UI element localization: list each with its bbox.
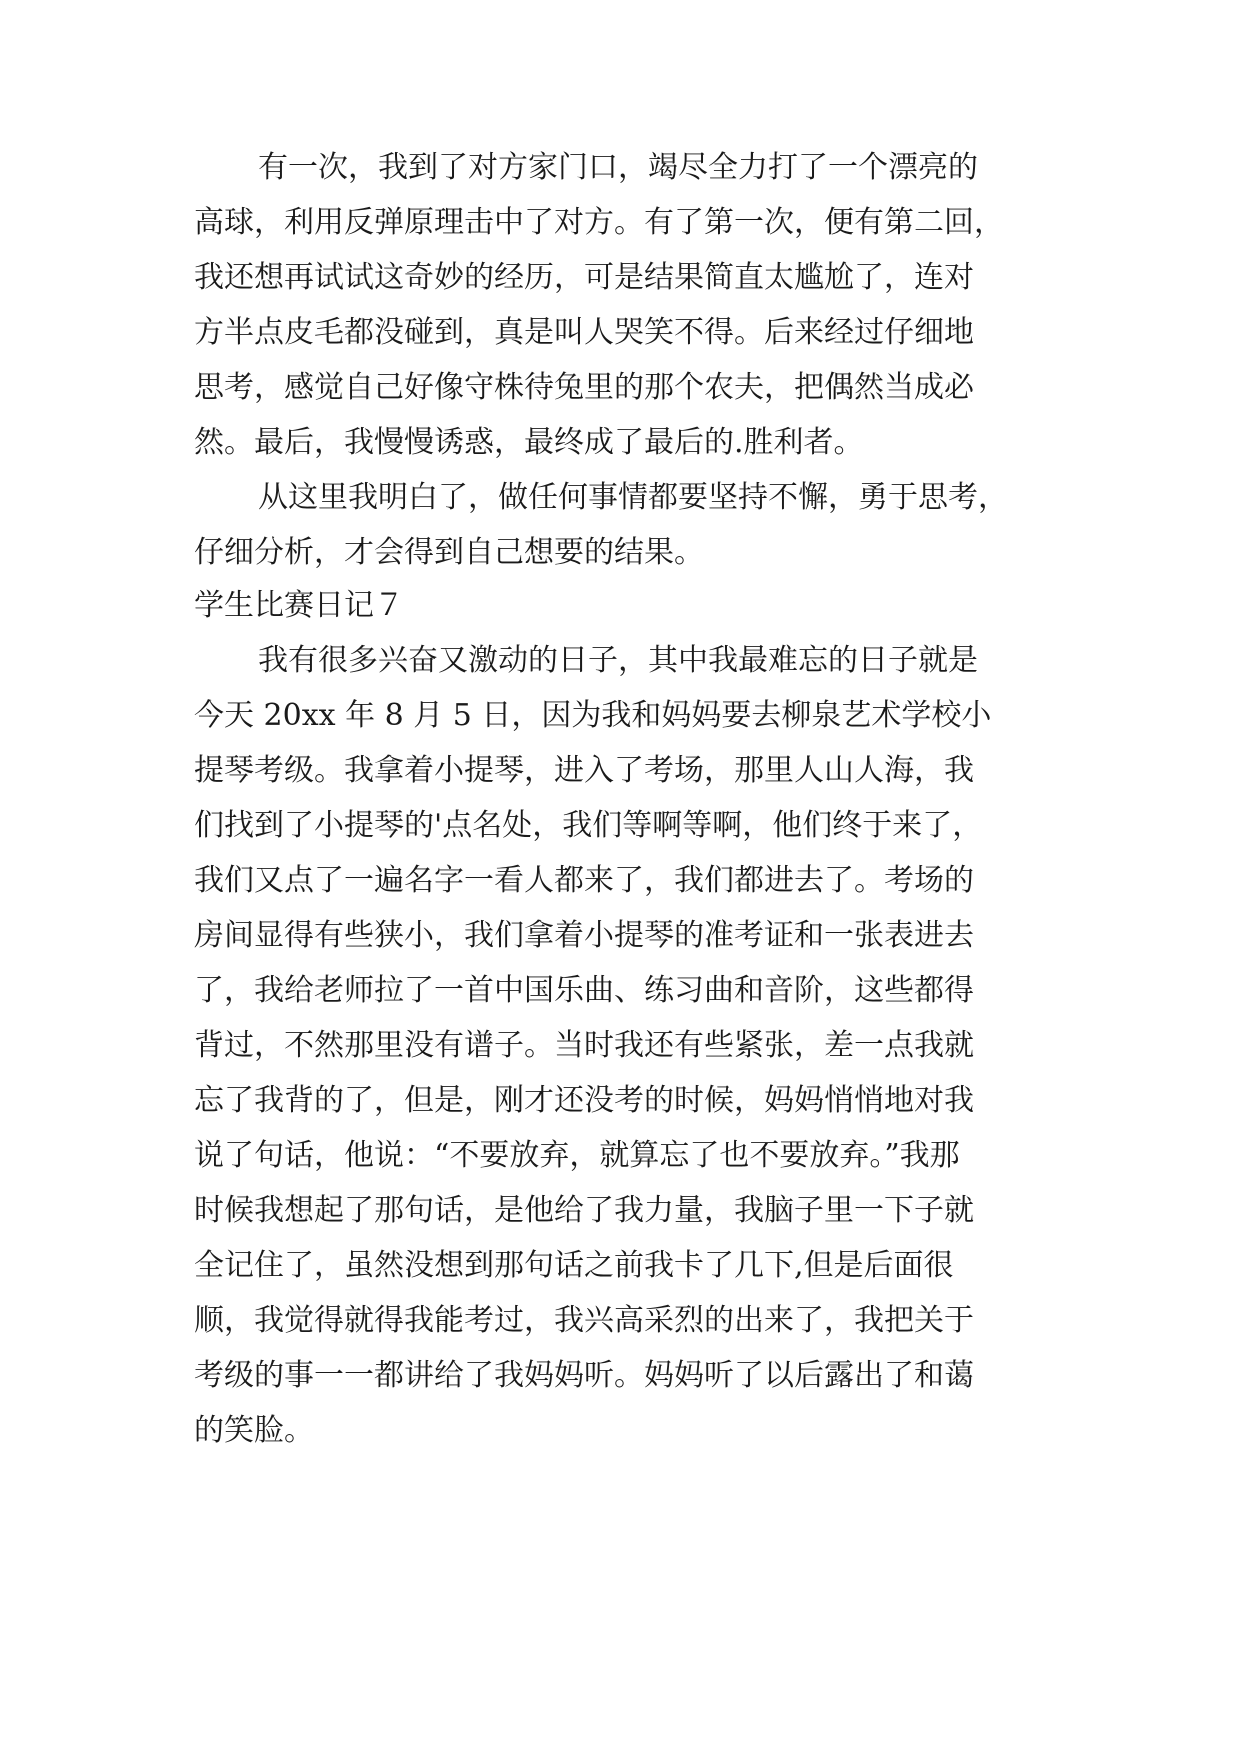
paragraph-line: 了，我给老师拉了一首中国乐曲、练习曲和音阶，这些都得: [194, 973, 974, 1008]
paragraph-line: 然。最后，我慢慢诱惑，最终成了最后的.胜利者。: [194, 425, 864, 460]
paragraph-line: 仔细分析，才会得到自己想要的结果。: [194, 535, 704, 570]
paragraph-line: 的笑脸。: [194, 1413, 314, 1448]
paragraph-line: 我们又点了一遍名字一看人都来了，我们都进去了。考场的: [194, 863, 974, 898]
section-heading: 学生比赛日记７: [194, 588, 404, 623]
paragraph-line: 提琴考级。我拿着小提琴，进入了考场，那里人山人海，我: [194, 753, 974, 788]
paragraph-line: 说了句话，他说：“不要放弃，就算忘了也不要放弃。”我那: [194, 1138, 960, 1173]
paragraph-line: 从这里我明白了，做任何事情都要坚持不懈，勇于思考，: [258, 480, 1008, 515]
paragraph-line: 全记住了，虽然没想到那句话之前我卡了几下,但是后面很: [194, 1248, 954, 1283]
paragraph-line: 思考，感觉自己好像守株待兔里的那个农夫，把偶然当成必: [194, 370, 974, 405]
paragraph-line: 顺，我觉得就得我能考过，我兴高采烈的出来了，我把关于: [194, 1303, 974, 1338]
paragraph-line: 忘了我背的了，但是，刚才还没考的时候，妈妈悄悄地对我: [194, 1083, 974, 1118]
paragraph-line: 房间显得有些狭小，我们拿着小提琴的准考证和一张表进去: [194, 918, 974, 953]
paragraph-line: 背过，不然那里没有谱子。当时我还有些紧张，差一点我就: [194, 1028, 974, 1063]
paragraph-line: 我还想再试试这奇妙的经历，可是结果简直太尴尬了，连对: [194, 260, 974, 295]
paragraph-line: 时候我想起了那句话，是他给了我力量，我脑子里一下子就: [194, 1193, 974, 1228]
paragraph-line: 高球，利用反弹原理击中了对方。有了第一次，便有第二回，: [194, 205, 1004, 240]
paragraph-line: 们找到了小提琴的'点名处，我们等啊等啊，他们终于来了，: [194, 808, 983, 843]
paragraph-line: 我有很多兴奋又激动的日子，其中我最难忘的日子就是: [258, 643, 978, 678]
paragraph-line: 考级的事一一都讲给了我妈妈听。妈妈听了以后露出了和蔼: [194, 1358, 974, 1393]
paragraph-line: 今天 20xx 年 8 月 5 日，因为我和妈妈要去柳泉艺术学校小: [194, 698, 992, 733]
paragraph-line: 有一次，我到了对方家门口，竭尽全力打了一个漂亮的: [258, 150, 978, 185]
paragraph-line: 方半点皮毛都没碰到，真是叫人哭笑不得。后来经过仔细地: [194, 315, 974, 350]
